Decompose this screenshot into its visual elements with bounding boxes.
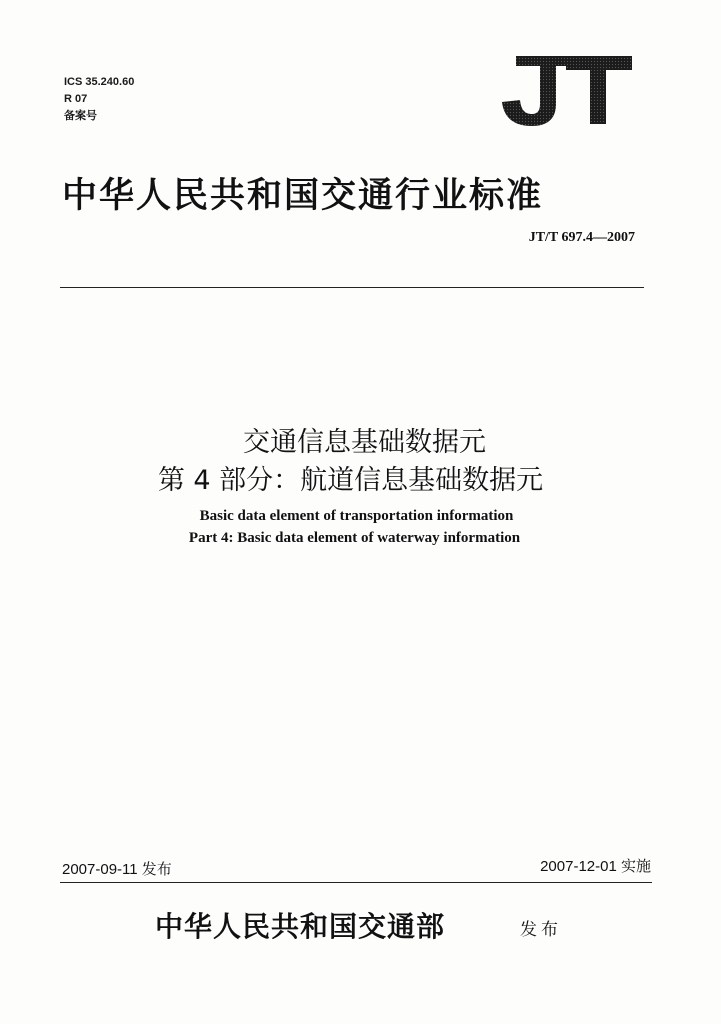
issue-date: 2007-09-11 发布 [62, 861, 172, 878]
publish-label: 发布 [520, 920, 562, 940]
implementation-date: 2007-12-01 实施 [540, 858, 651, 875]
logo-letter-t [566, 56, 632, 124]
jt-logo [494, 54, 634, 128]
standard-number: JT/T 697.4—2007 [528, 230, 635, 245]
publisher-name: 中华人民共和国交通部 [155, 910, 446, 943]
ics-code: ICS 35.240.60 [64, 76, 135, 88]
classification-block [64, 74, 134, 125]
chinese-title-line-1: 交通信息基础数据元 [243, 427, 486, 458]
english-title-line-1: Basic data element of transportation information [199, 508, 514, 524]
footer-divider [60, 882, 652, 883]
english-title-line-2: Part 4: Basic data element of waterway information [188, 530, 521, 546]
logo-letter-j [502, 56, 568, 126]
category-code: R 07 [64, 93, 88, 105]
filing-number-label: 备案号 [64, 110, 97, 122]
header-divider [60, 287, 644, 288]
industry-standard-title: 中华人民共和国交通行业标准 [62, 175, 544, 216]
chinese-title-line-2: 第 4 部分：航道信息基础数据元 [157, 465, 544, 496]
